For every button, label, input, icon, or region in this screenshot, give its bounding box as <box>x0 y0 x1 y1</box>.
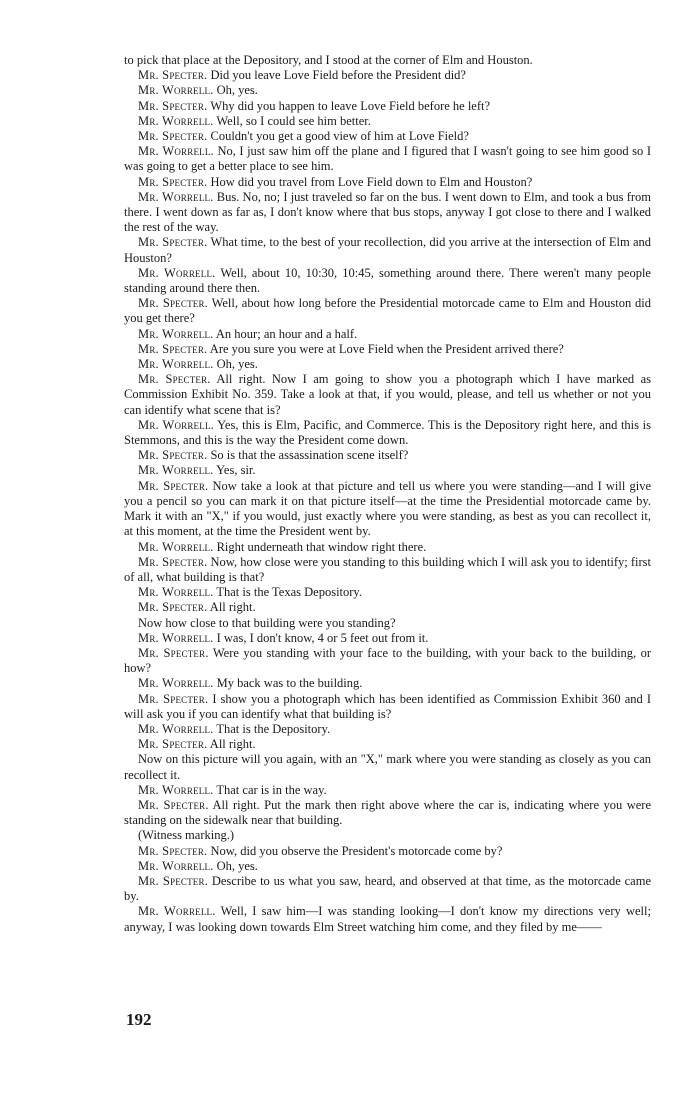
speech-text: Now take a look at that picture and tell us where you were standing—and I will give you a pencil so you can mark it on that picture itself—at the time the Presidential motorcade came by. Mark it with an "X," if you would, just exactly where you were standing, as best as you can recollect it, at this moment, at the time the President went by. <box>124 478 651 539</box>
speech-text: Now how close to that building were you standing? <box>138 615 396 630</box>
transcript-paragraph <box>124 235 651 265</box>
speech-text: All right. Now I am going to show you a photograph which I have marked as Commission Exhibit No. 359. Take a look at that, if you would, please, and tell us whether or not you can identify what scene that is? <box>124 372 652 417</box>
speech-text: An hour; an hour and a half. <box>215 326 358 341</box>
speech-text: All right. Put the mark then right above where the car is, indicating where you were standing on the sidewalk near that building. <box>124 797 651 828</box>
transcript-paragraph <box>124 783 651 798</box>
transcript-paragraph <box>124 874 651 904</box>
transcript-paragraph <box>124 463 651 478</box>
speech-text: Describe to us what you saw, heard, and observed at that time, as the motorcade came by. <box>124 873 651 904</box>
transcript-paragraph <box>124 68 651 83</box>
transcript-paragraph <box>124 828 651 843</box>
speaker-name: Mr. Worrell. <box>138 113 214 128</box>
speaker-name: Mr. Worrell. <box>138 417 214 432</box>
transcript-paragraph <box>124 448 651 463</box>
transcript-paragraph <box>124 722 651 737</box>
transcript-paragraph <box>124 357 651 372</box>
speaker-name: Mr. Worrell. <box>138 357 214 372</box>
transcript-paragraph <box>124 752 651 782</box>
speech-text: So is that the assassination scene itself? <box>210 448 409 463</box>
speech-text: Right underneath that window right there. <box>216 539 427 554</box>
transcript-paragraph <box>124 83 651 98</box>
speech-text: That car is in the way. <box>216 782 327 797</box>
speech-text: Bus. No, no; I just traveled so far on the bus. I went down to Elm, and took a bus from there. I went down as far as, I don't know where that bus stops, anyway I got close to there and I walked the rest of the way. <box>124 189 652 235</box>
speaker-name: Mr. Specter. <box>138 737 208 752</box>
speech-text: All right. <box>209 600 256 615</box>
speaker-name: Mr. Specter. <box>138 600 208 615</box>
speech-text: All right. <box>209 737 256 752</box>
speaker-name: Mr. Worrell. <box>138 858 214 873</box>
transcript-paragraph <box>124 418 651 448</box>
speaker-name: Mr. Specter. <box>138 372 211 387</box>
speech-text: Oh, yes. <box>216 83 258 98</box>
speaker-name: Mr. Worrell. <box>138 83 214 98</box>
speaker-name: Mr. Worrell. <box>138 326 214 341</box>
speaker-name: Mr. Worrell. <box>138 782 214 797</box>
speech-text: Yes, sir. <box>216 463 256 478</box>
speech-text: to pick that place at the Depository, and I stood at the corner of Elm and Houston. <box>124 53 533 67</box>
speech-text: Well, so I could see him better. <box>216 113 371 128</box>
speaker-name: Mr. Specter. <box>138 68 208 83</box>
speech-text: Now, how close were you standing to this building which I will ask you to identify; first of all, what building is that? <box>124 554 651 584</box>
transcript-paragraph <box>124 114 651 129</box>
speaker-name: Mr. Specter. <box>138 296 209 311</box>
speaker-name: Mr. Worrell. <box>138 189 214 204</box>
page-number: 192 <box>126 1010 152 1029</box>
speech-text: Are you sure you were at Love Field when the President arrived there? <box>209 341 564 356</box>
transcript-paragraph <box>124 600 651 615</box>
transcript-paragraph <box>124 676 651 691</box>
transcript-paragraph <box>124 844 651 859</box>
speech-text: Now on this picture will you again, with an "X," mark where you were standing as closely as you can recollect it. <box>124 752 651 782</box>
transcript-paragraph <box>124 585 651 600</box>
transcript-paragraph <box>124 555 651 585</box>
speaker-name: Mr. Specter. <box>138 645 209 660</box>
testimony-text <box>124 53 651 935</box>
transcript-paragraph <box>124 327 651 342</box>
speaker-name: Mr. Specter. <box>138 341 208 356</box>
speaker-name: Mr. Worrell. <box>138 539 214 554</box>
speech-text: (Witness marking.) <box>138 828 235 843</box>
transcript-paragraph <box>124 631 651 646</box>
speech-text: I show you a photograph which has been identified as Commission Exhibit 360 and I will ask you if you can identify what that building is? <box>124 691 651 721</box>
speech-text: Oh, yes. <box>216 858 258 873</box>
transcript-paragraph <box>124 190 651 236</box>
speaker-name: Mr. Specter. <box>138 554 208 569</box>
speech-text: Well, I saw him—I was standing looking—I don't know my directions very well; anyway, I was looking down towards Elm Street watching him come, and they filed by me—— <box>124 904 651 934</box>
speech-text: I was, I don't know, 4 or 5 feet out from it. <box>216 630 429 645</box>
transcript-paragraph <box>124 904 651 934</box>
speech-text: That is the Depository. <box>216 721 331 736</box>
transcript-paragraph <box>124 859 651 874</box>
speaker-name: Mr. Specter. <box>138 129 208 144</box>
speaker-name: Mr. Worrell. <box>138 630 214 645</box>
transcript-paragraph <box>124 479 651 540</box>
speaker-name: Mr. Specter. <box>138 797 209 812</box>
speaker-name: Mr. Specter. <box>138 691 209 706</box>
transcript-paragraph <box>124 342 651 357</box>
speaker-name: Mr. Worrell. <box>138 463 214 478</box>
speech-text: Did you leave Love Field before the President did? <box>210 68 466 83</box>
speech-text: Yes, this is Elm, Pacific, and Commerce. This is the Depository right here, and this is Stemmons, and this is the way the President come down. <box>124 417 651 448</box>
transcript-paragraph <box>124 540 651 555</box>
transcript-paragraph <box>124 798 651 828</box>
speaker-name: Mr. Specter. <box>138 98 208 113</box>
speech-text: Why did you happen to leave Love Field before he left? <box>210 98 491 113</box>
speech-text: Well, about 10, 10:30, 10:45, something around there. There weren't many people standing around there then. <box>124 265 651 296</box>
speaker-name: Mr. Worrell. <box>138 904 216 919</box>
speaker-name: Mr. Worrell. <box>138 144 214 159</box>
transcript-paragraph <box>124 175 651 190</box>
speaker-name: Mr. Specter. <box>138 843 208 858</box>
transcript-paragraph <box>124 53 651 68</box>
transcript-paragraph <box>124 296 651 326</box>
transcript-paragraph <box>124 129 651 144</box>
transcript-paragraph <box>124 266 651 296</box>
transcript-paragraph <box>124 616 651 631</box>
speaker-name: Mr. Specter. <box>138 448 208 463</box>
speaker-name: Mr. Worrell. <box>138 265 216 280</box>
speech-text: What time, to the best of your recollection, did you arrive at the intersection of Elm and Houston? <box>124 235 651 265</box>
speaker-name: Mr. Specter. <box>138 174 208 189</box>
transcript-paragraph <box>124 692 651 722</box>
speaker-name: Mr. Specter. <box>138 478 209 493</box>
transcript-paragraph <box>124 372 651 418</box>
speaker-name: Mr. Specter. <box>138 873 209 888</box>
speaker-name: Mr. Worrell. <box>138 676 214 691</box>
speaker-name: Mr. Worrell. <box>138 585 214 600</box>
transcript-paragraph <box>124 144 651 174</box>
speaker-name: Mr. Specter. <box>138 235 208 250</box>
transcript-paragraph <box>124 99 651 114</box>
transcript-paragraph <box>124 646 651 676</box>
speech-text: Oh, yes. <box>216 357 258 372</box>
speech-text: Well, about how long before the Presidential motorcade came to Elm and Houston did you get there? <box>124 296 651 326</box>
speech-text: How did you travel from Love Field down to Elm and Houston? <box>210 174 533 189</box>
speech-text: No, I just saw him off the plane and I figured that I wasn't going to see him good so I was going to get a better place to see him. <box>124 144 651 174</box>
speech-text: My back was to the building. <box>216 676 363 691</box>
speech-text: Couldn't you get a good view of him at Love Field? <box>210 129 469 144</box>
transcript-paragraph <box>124 737 651 752</box>
speech-text: Were you standing with your face to the building, with your back to the building, or how? <box>124 645 651 676</box>
speaker-name: Mr. Worrell. <box>138 721 214 736</box>
speech-text: That is the Texas Depository. <box>216 585 362 600</box>
speech-text: Now, did you observe the President's motorcade come by? <box>210 843 503 858</box>
